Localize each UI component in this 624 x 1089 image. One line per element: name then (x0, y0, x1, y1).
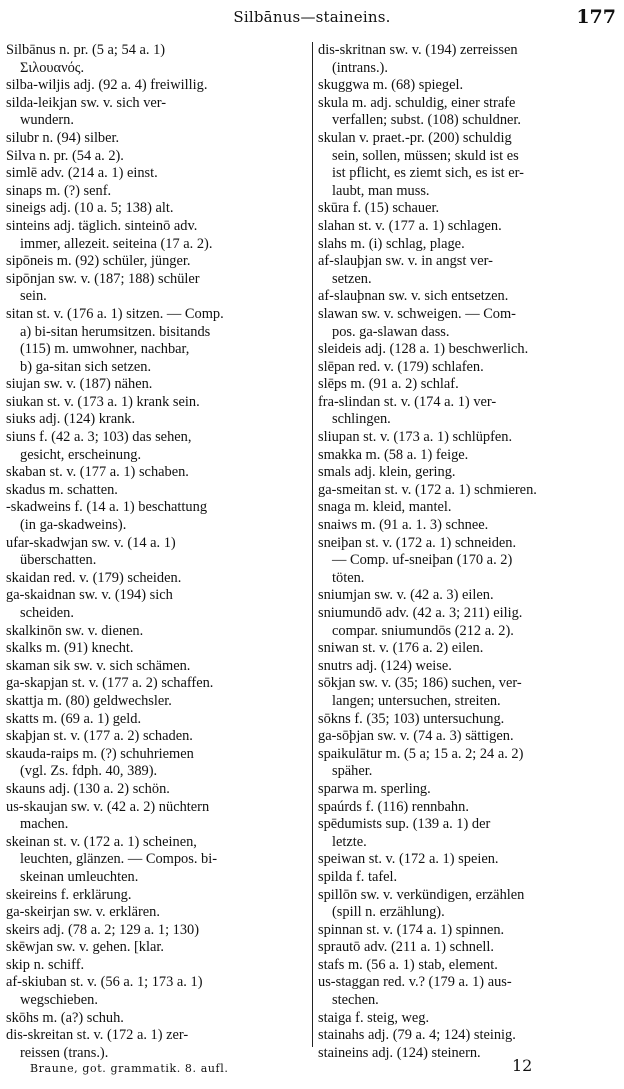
entry-line: sneiþan st. v. (172 a. 1) schneiden. (318, 534, 517, 551)
entry-line: silubr n. (94) silber. (6, 129, 120, 146)
entry-line: siukan st. v. (173 a. 1) krank sein. (6, 393, 200, 410)
entry-line: spaúrds f. (116) rennbahn. (318, 798, 469, 815)
entry-line: skēwjan sw. v. gehen. [klar. (6, 939, 164, 956)
entry-continuation-line: langen; untersuchen, streiten. (332, 692, 501, 709)
entry-line: af-slauþjan sw. v. in angst ver- (318, 253, 493, 270)
entry-continuation-line: laubt, man muss. (332, 182, 430, 199)
entry-line: stainahs adj. (79 a. 4; 124) steinig. (318, 1027, 516, 1044)
entry-line: snaga m. kleid, mantel. (318, 499, 452, 516)
entry-line: sinteins adj. täglich. sinteinō adv. (6, 217, 198, 234)
running-head (0, 6, 624, 30)
entry-line: ga-skeirjan sw. v. erklären. (6, 904, 160, 921)
entry-line: stafs m. (56 a. 1) stab, element. (318, 956, 498, 973)
entry-continuation-line: töten. (332, 569, 365, 586)
entry-line: sprautō adv. (211 a. 1) schnell. (318, 939, 494, 956)
entry-line: sniwan st. v. (176 a. 2) eilen. (318, 640, 484, 657)
entry-continuation-line: leuchten, glänzen. — Compos. bi- (20, 851, 218, 868)
entry-line: skadus m. schatten. (6, 481, 118, 498)
entry-line: ufar-skadwjan sw. v. (14 a. 1) (6, 534, 176, 551)
entry-line: simlē adv. (214 a. 1) einst. (6, 165, 158, 182)
entry-line: af-skiuban st. v. (56 a. 1; 173 a. 1) (6, 974, 203, 991)
entry-continuation-line: pos. ga-slawan dass. (332, 323, 450, 340)
entry-continuation-line: (spill n. erzählung). (332, 904, 445, 921)
entry-continuation-line: ist pflicht, es ziemt sich, es ist er- (332, 165, 524, 182)
entry-line: skeireins f. erklärung. (6, 886, 132, 903)
footer-signature: Braune, got. grammatik. 8. aufl. (30, 1062, 229, 1075)
entry-line: sinaps m. (?) senf. (6, 182, 112, 199)
entry-line: skattja m. (80) geldwechsler. (6, 692, 172, 709)
entry-line: skip n. schiff. (6, 956, 85, 973)
left-column (6, 42, 306, 1061)
entry-line: slahan st. v. (177 a. 1) schlagen. (318, 217, 502, 234)
entry-line: sitan st. v. (176 a. 1) sitzen. — Comp. (6, 305, 224, 322)
entry-continuation-line: b) ga-sitan sich setzen. (20, 358, 152, 375)
entry-line: Silbānus n. pr. (5 a; 54 a. 1) (6, 42, 166, 58)
entry-line: sōkns f. (35; 103) untersuchung. (318, 710, 505, 727)
entry-line: spēdumists sup. (139 a. 1) der (318, 816, 491, 833)
entry-line: Silva n. pr. (54 a. 2). (6, 147, 124, 164)
entry-line: skauda-raips m. (?) schuhriemen (6, 745, 194, 762)
entry-line: skulan v. praet.-pr. (200) schuldig (318, 129, 512, 146)
entry-line: staiga f. steig, weg. (318, 1009, 430, 1026)
entry-continuation-line: schlingen. (332, 411, 391, 428)
entry-line: skaban st. v. (177 a. 1) schaben. (6, 464, 189, 481)
entry-line: smals adj. klein, gering. (318, 464, 456, 481)
entry-continuation-line: (intrans.). (332, 59, 388, 76)
entry-line: siuks adj. (124) krank. (6, 411, 136, 428)
running-title: Silbānus—staineins. (233, 8, 391, 26)
entry-line: us-skaujan sw. v. (42 a. 2) nüchtern (6, 798, 210, 815)
entry-line: sōkjan sw. v. (35; 186) suchen, ver- (318, 675, 522, 692)
entry-line: sleideis adj. (128 a. 1) beschwerlich. (318, 341, 529, 358)
entry-continuation-line: scheiden. (20, 605, 74, 621)
entry-line: skaþjan st. v. (177 a. 2) schaden. (6, 728, 193, 745)
entry-continuation-line: wundern. (20, 112, 74, 129)
entry-line: spilda f. tafel. (318, 868, 398, 885)
entry-line: skaman sik sw. v. sich schämen. (6, 657, 191, 674)
entry-continuation-line: — Comp. uf-sneiþan (170 a. 2) (332, 552, 513, 569)
entry-continuation-line: überschatten. (20, 552, 97, 569)
entry-continuation-line: letzte. (332, 833, 367, 850)
entry-continuation-line: sein. (20, 288, 47, 305)
entry-line: sniumjan sw. v. (42 a. 3) eilen. (318, 587, 494, 604)
entry-line: snaiws m. (91 a. 1. 3) schnee. (318, 517, 489, 534)
page-number: 177 (576, 6, 616, 28)
entry-continuation-line: setzen. (332, 270, 372, 287)
entry-line: skuggwa m. (68) spiegel. (318, 77, 464, 94)
entry-line: slēpan red. v. (179) schlafen. (318, 358, 484, 375)
entry-line: fra-slindan st. v. (174 a. 1) ver- (318, 393, 497, 410)
entry-line: silba-wiljis adj. (92 a. 4) freiwillig. (6, 77, 208, 94)
entry-line: speiwan st. v. (172 a. 1) speien. (318, 851, 499, 868)
entry-line: skatts m. (69 a. 1) geld. (6, 710, 142, 727)
entry-line: sipōnjan sw. v. (187; 188) schüler (6, 270, 200, 287)
entry-line: af-slauþnan sw. v. sich entsetzen. (318, 288, 509, 305)
entry-continuation-line: a) bi-sitan herumsitzen. bisitands (20, 323, 211, 340)
entry-line: siujan sw. v. (187) nähen. (6, 376, 153, 393)
entry-continuation-line: machen. (20, 816, 69, 833)
entry-continuation-line: (115) m. umwohner, nachbar, (20, 341, 190, 358)
entry-line: skūra f. (15) schauer. (318, 200, 440, 217)
entry-line: skalkinōn sw. v. dienen. (6, 622, 144, 639)
entry-line: siuns f. (42 a. 3; 103) das sehen, (6, 429, 192, 446)
entry-line: skauns adj. (130 a. 2) schön. (6, 780, 170, 797)
entry-line: spinnan st. v. (174 a. 1) spinnen. (318, 921, 505, 938)
entry-continuation-line: (in ga-skadweins). (20, 517, 127, 534)
entry-line: silda-leikjan sw. v. sich ver- (6, 94, 167, 111)
entry-line: slēps m. (91 a. 2) schlaf. (318, 376, 459, 393)
entry-line: spaikulātur m. (5 a; 15 a. 2; 24 a. 2) (318, 745, 524, 762)
entry-line: sparwa m. sperling. (318, 780, 431, 797)
entry-line: sipōneis m. (92) schüler, jünger. (6, 253, 191, 270)
entry-continuation-line: immer, allezeit. seiteina (17 a. 2). (20, 235, 213, 252)
entry-continuation-line: wegschieben. (20, 992, 98, 1009)
entry-line: skōhs m. (a?) schuh. (6, 1009, 124, 1026)
page-footer (0, 1056, 624, 1084)
entry-line: skalks m. (91) knecht. (6, 640, 134, 657)
entry-line: slahs m. (i) schlag, plage. (318, 235, 465, 252)
entry-line: smakka m. (58 a. 1) feige. (318, 446, 469, 463)
entry-line: ga-smeitan st. v. (172 a. 1) schmieren. (318, 481, 537, 498)
entry-continuation-line: reissen (trans.). (20, 1044, 109, 1061)
entry-continuation-line: stechen. (332, 992, 379, 1009)
entry-continuation-line: verfallen; subst. (108) schuldner. (332, 112, 522, 129)
entry-line: skeinan st. v. (172 a. 1) scheinen, (6, 833, 197, 850)
entry-continuation-line: gesicht, erscheinung. (20, 446, 142, 463)
entry-line: sniumundō adv. (42 a. 3; 211) eilig. (318, 605, 523, 621)
entry-line: dis-skreitan st. v. (172 a. 1) zer- (6, 1027, 189, 1044)
right-column (318, 42, 620, 1061)
entry-line: sliupan st. v. (173 a. 1) schlüpfen. (318, 429, 513, 446)
entry-line: snutrs adj. (124) weise. (318, 657, 452, 674)
entry-continuation-line: (vgl. Zs. fdph. 40, 389). (20, 763, 158, 780)
entry-continuation-line: sein, sollen, müssen; skuld ist es (332, 147, 519, 164)
entry-line: skeirs adj. (78 a. 2; 129 a. 1; 130) (6, 921, 200, 938)
entry-line: staineins adj. (124) steinern. (318, 1044, 481, 1061)
column-divider (312, 42, 313, 1047)
entry-continuation-line: späher. (332, 763, 373, 780)
entry-line: us-staggan red. v.? (179 a. 1) aus- (318, 974, 512, 991)
entry-line: slawan sw. v. schweigen. — Com- (318, 305, 516, 322)
footer-sheet-number: 12 (512, 1056, 533, 1075)
entry-continuation-line: Σιλουανός. (20, 59, 85, 76)
entry-line: ga-skaidnan sw. v. (194) sich (6, 587, 173, 604)
entry-line: spillōn sw. v. verkündigen, erzählen (318, 886, 525, 903)
entry-line: skula m. adj. schuldig, einer strafe (318, 94, 516, 111)
entry-line: skaidan red. v. (179) scheiden. (6, 569, 182, 586)
entry-line: dis-skritnan sw. v. (194) zerreissen (318, 42, 518, 58)
entry-line: sineigs adj. (10 a. 5; 138) alt. (6, 200, 174, 217)
entry-line: ga-sōþjan sw. v. (74 a. 3) sättigen. (318, 728, 514, 745)
entry-line: -skadweins f. (14 a. 1) beschattung (6, 499, 208, 516)
entry-continuation-line: compar. sniumundōs (212 a. 2). (332, 622, 514, 639)
entry-line: ga-skapjan st. v. (177 a. 2) schaffen. (6, 675, 214, 692)
entry-continuation-line: skeinan umleuchten. (20, 868, 139, 885)
